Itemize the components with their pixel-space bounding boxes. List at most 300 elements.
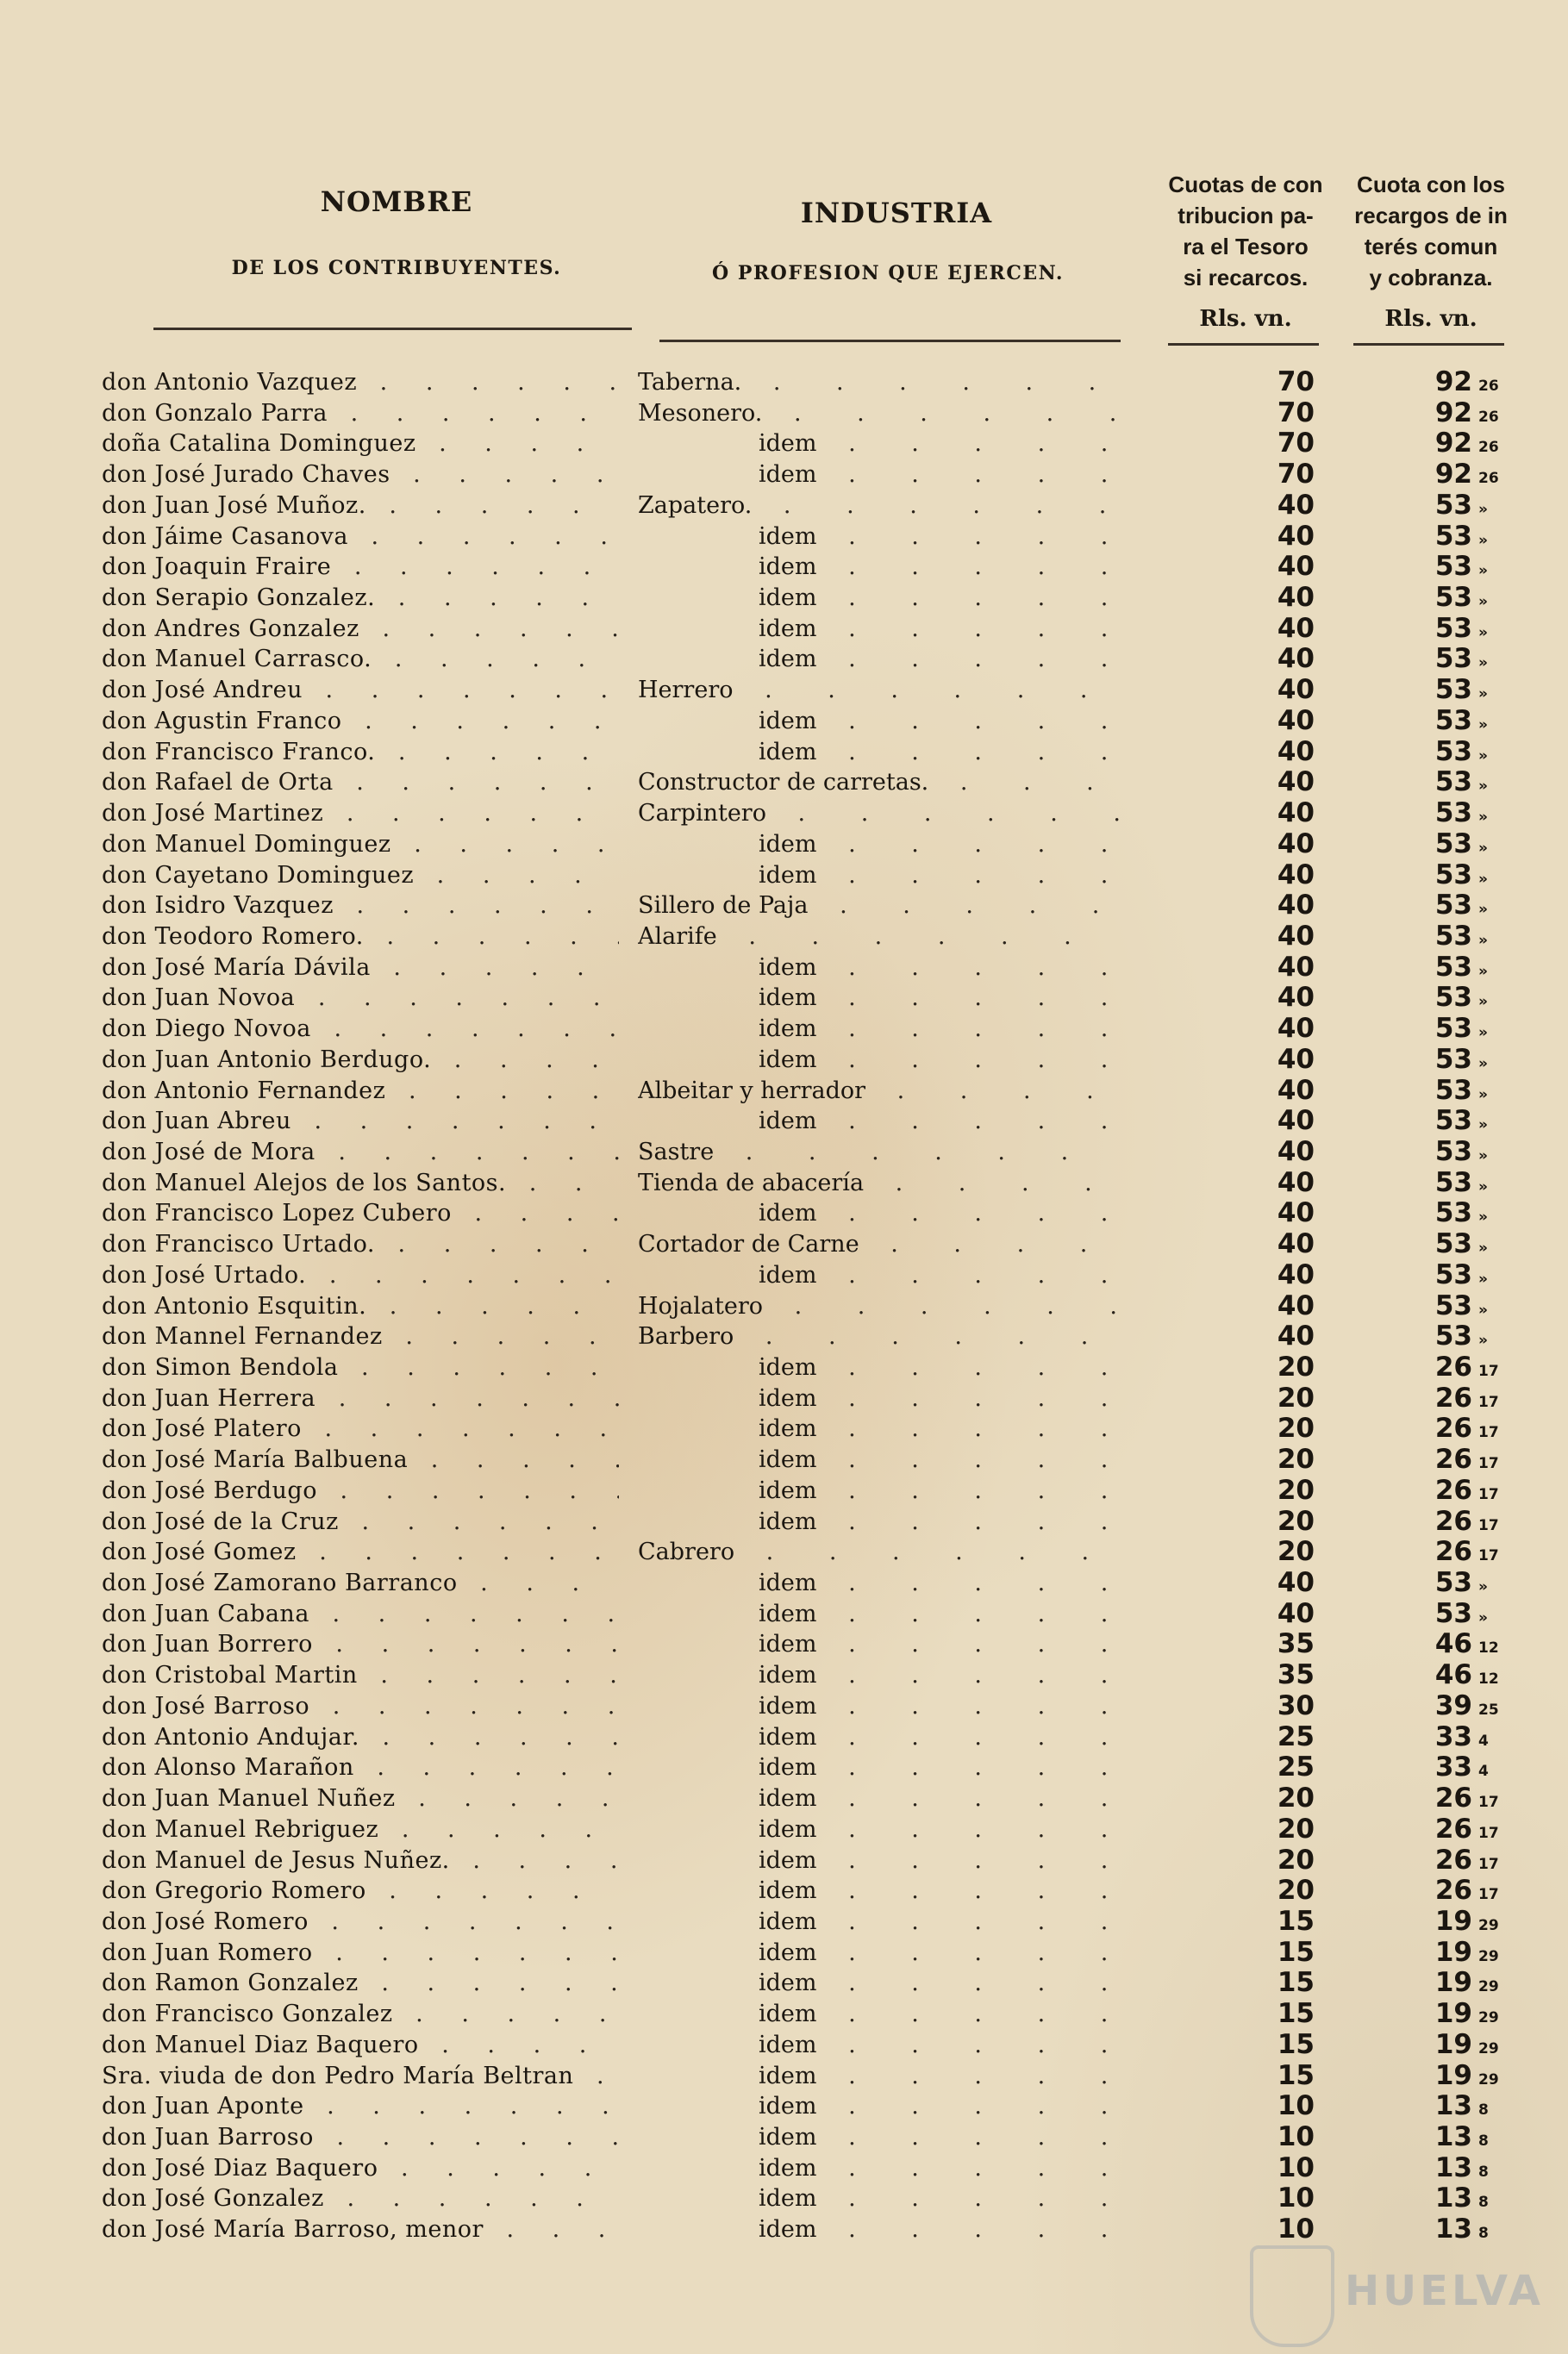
table-row [0,952,1568,983]
cuota-recargos-cents: » [1478,993,1488,1011]
contributor-name: don Agustin Franco . . . [102,708,619,734]
cuota-tesoro-value: 10 [1277,2120,1315,2152]
contributor-name: don Juan Romero . . . [102,1939,619,1966]
table-row [0,2214,1568,2245]
contributor-name: don Francisco Lopez Cubero . . . [102,1200,619,1227]
contributor-name-cell [102,490,619,521]
industry-cell [638,829,1121,859]
industry-text: Taberna. . . . [638,369,1121,396]
cuota-tesoro-value: 40 [1277,1228,1315,1260]
industry-text: idem . . . [638,1385,1121,1412]
cuota-recargos-value: 53 [1434,1197,1472,1229]
cuota-recargos-cents: 8 [1478,2163,1489,2181]
cuota-recargos-value: 53 [1434,797,1472,829]
contributor-name-cell [102,921,619,952]
contributor-name-cell [102,1445,619,1475]
contributor-name-cell [102,1907,619,1937]
cuota-tesoro-header-line: si recarcos. [1183,265,1309,290]
contributor-name: don Manuel Carrasco. . . . [102,646,619,672]
table-row [0,1568,1568,1599]
industry-cell [638,2061,1121,2091]
industry-text: idem . . . [638,862,1121,889]
cuota-recargos-cents: 17 [1478,1824,1499,1842]
cuota-recargos-cents: 29 [1478,1978,1499,1996]
cuota-tesoro-value: 20 [1277,1352,1315,1383]
industry-cell [638,521,1121,552]
cuota-recargos-value: 53 [1434,489,1472,521]
industry-text: idem . . . [638,1601,1121,1627]
industry-text: Cortador de Carne . . . [638,1231,1121,1258]
table-row [0,1198,1568,1229]
contributor-name-cell [102,1137,619,1167]
cuota-tesoro-value: 20 [1277,1413,1315,1445]
cuota-recargos-header-line: Cuota con los [1357,172,1505,197]
table-row [0,706,1568,737]
cuota-tesoro-value: 40 [1277,920,1315,952]
cuota-tesoro-value: 40 [1277,1105,1315,1137]
cuota-recargos-cents: » [1478,1116,1488,1134]
cuota-recargos-value: 19 [1434,1967,1472,1999]
cuota-recargos-value: 13 [1434,2090,1472,2122]
cuota-tesoro-value: 70 [1277,366,1315,397]
industry-text: idem . . . [638,1046,1121,1073]
industry-cell [638,1014,1121,1044]
cuota-tesoro-value: 40 [1277,551,1315,583]
cuota-tesoro-value: 40 [1277,797,1315,829]
contributor-name: don Juan Abreu . . . [102,1108,619,1134]
cuota-recargos-cents: 17 [1478,1516,1499,1534]
cuota-recargos-cents: 26 [1478,439,1499,457]
table-row [0,398,1568,429]
nombre-column-title: NOMBRE [320,185,473,218]
contributor-name: don Serapio Gonzalez. . . . [102,584,619,611]
contributor-name-cell [102,737,619,767]
industry-text: idem . . . [638,1693,1121,1720]
cuota-tesoro-value: 40 [1277,735,1315,767]
contributor-name: don José Zamorano Barranco . . . [102,1570,619,1596]
cuota-recargos-cents: » [1478,901,1488,919]
cuota-tesoro-value: 70 [1277,396,1315,428]
industry-text: Zapatero. . . . [638,492,1121,519]
cuota-recargos-value: 46 [1434,1628,1472,1660]
cuota-recargos-cents: 17 [1478,1393,1499,1411]
table-row [0,1537,1568,1568]
table-row [0,737,1568,768]
industry-cell [638,1876,1121,1906]
cuota-recargos-header [1340,169,1521,293]
table-row [0,2091,1568,2122]
industry-text: Albeitar y herrador . . . [638,1077,1121,1104]
contributor-name: don Isidro Vazquez . . . [102,892,619,919]
contributor-name: don José Berdugo . . . [102,1477,619,1504]
industry-cell [638,1198,1121,1228]
industry-text: Constructor de carretas. . . . [638,769,1121,796]
industry-text: idem . . . [638,1570,1121,1596]
table-row [0,767,1568,798]
cuota-recargos-cents: 25 [1478,1701,1499,1719]
contributor-name-cell [102,1476,619,1506]
cuota-tesoro-value: 15 [1277,2059,1315,2091]
table-row [0,552,1568,583]
industry-text: idem . . . [638,984,1121,1011]
cuota-recargos-value: 53 [1434,1567,1472,1599]
table-row [0,2122,1568,2153]
table-row [0,1352,1568,1383]
industry-text: idem . . . [638,1908,1121,1935]
contributor-name-cell [102,1722,619,1752]
cuota-recargos-header-line: terés comun [1364,234,1498,259]
contributor-name: don Juan José Muñoz. . . . [102,492,619,519]
contributor-name: don Diego Novoa . . . [102,1015,619,1042]
contributor-name: don José Martinez . . . [102,800,619,827]
industry-cell [638,921,1121,952]
industry-text: idem . . . [638,2093,1121,2120]
industry-text: idem . . . [638,2216,1121,2243]
industry-cell [638,1599,1121,1629]
contributor-name: don Jáime Casanova . . . [102,523,619,550]
industry-text: idem . . . [638,1015,1121,1042]
cuota-recargos-cents: » [1478,593,1488,611]
cuota-tesoro-header-line: ra el Tesoro [1183,234,1309,259]
cuota-recargos-value: 53 [1434,920,1472,952]
industry-text: idem . . . [638,1508,1121,1535]
cuota-recargos-value: 19 [1434,2059,1472,2091]
contributor-name-cell [102,1352,619,1383]
cuota-tesoro-value: 25 [1277,1720,1315,1752]
table-row [0,2061,1568,2092]
industry-text: idem . . . [638,1108,1121,1134]
cuota-tesoro-value: 30 [1277,1689,1315,1721]
contributor-name: don Cristobal Martin . . . [102,1662,619,1689]
industry-cell [638,1968,1121,1998]
table-row [0,1907,1568,1938]
cuota-recargos-cents: 17 [1478,1424,1499,1442]
contributor-name-cell [102,860,619,890]
contributor-name-cell [102,1660,619,1690]
cuota-recargos-value: 26 [1434,1505,1472,1537]
cuota-tesoro-value: 40 [1277,1135,1315,1167]
contributor-name-cell [102,367,619,397]
table-row [0,1106,1568,1137]
industry-cell [638,1507,1121,1537]
contributor-name-cell [102,2091,619,2121]
cuota-tesoro-unit: Rls. vn. [1199,306,1292,332]
industry-text: idem . . . [638,1200,1121,1227]
contributor-name: don Cayetano Dominguez . . . [102,862,619,889]
cuota-recargos-value: 26 [1434,1382,1472,1414]
contributor-name: don Antonio Esquitin. . . . [102,1293,619,1320]
contributor-name: don Rafael de Orta . . . [102,769,619,796]
cuota-recargos-value: 53 [1434,766,1472,798]
contributor-name-cell [102,1291,619,1321]
industry-cell [638,1321,1121,1352]
cuota-recargos-value: 19 [1434,1905,1472,1937]
contributor-name: don Juan Manuel Nuñez . . . [102,1785,619,1812]
cuota-recargos-cents: 26 [1478,470,1499,488]
cuota-tesoro-value: 25 [1277,1751,1315,1783]
contributor-name-cell [102,1968,619,1998]
table-row [0,675,1568,706]
industry-text: idem . . . [638,1816,1121,1843]
contributor-name: don José Romero . . . [102,1908,619,1935]
industry-cell [638,1383,1121,1414]
contributor-name-cell [102,398,619,428]
table-row [0,1014,1568,1045]
cuota-recargos-header-line: recargos de in [1354,203,1508,228]
contributor-name: don Manuel de Jesus Nuñez. . . . [102,1847,619,1874]
table-row [0,1660,1568,1691]
industry-text: idem . . . [638,1662,1121,1689]
contributor-name: don Manuel Rebriguez . . . [102,1816,619,1843]
cuota-recargos-value: 53 [1434,1289,1472,1321]
cuota-tesoro-value: 35 [1277,1628,1315,1660]
industria-column-subtitle: Ó PROFESION QUE EJERCEN. [712,262,1064,284]
contributor-name-cell [102,1845,619,1876]
contributor-name-cell [102,1168,619,1198]
table-row [0,1968,1568,1999]
contributor-name: don Mannel Fernandez . . . [102,1323,619,1350]
contributor-name: don Juan Aponte . . . [102,2093,619,2120]
industry-cell [638,1137,1121,1167]
table-row [0,1691,1568,1722]
industry-text: Tienda de abacería . . . [638,1170,1121,1196]
cuota-tesoro-value: 20 [1277,1444,1315,1476]
cuota-tesoro-value: 40 [1277,766,1315,798]
contributor-name-cell [102,1507,619,1537]
industry-cell [638,1660,1121,1690]
table-row [0,1291,1568,1322]
cuota-recargos-value: 13 [1434,2214,1472,2245]
table-row [0,1876,1568,1907]
contributor-name-cell [102,1999,619,2029]
industry-cell [638,1076,1121,1106]
industry-cell [638,2214,1121,2245]
cuota-recargos-value: 53 [1434,1013,1472,1045]
cuota-recargos-value: 19 [1434,2028,1472,2060]
industry-cell [638,1106,1121,1136]
cuota-recargos-cents: » [1478,654,1488,672]
cuota-tesoro-value: 40 [1277,1567,1315,1599]
industry-text: idem . . . [638,739,1121,765]
cuota-recargos-cents: » [1478,1146,1488,1165]
cuota-recargos-value: 39 [1434,1689,1472,1721]
industry-text: Cabrero . . . [638,1539,1121,1565]
table-row [0,1722,1568,1753]
cuota-tesoro-value: 40 [1277,1258,1315,1290]
contributor-name-cell [102,2061,619,2091]
table-row [0,1414,1568,1445]
table-row [0,1321,1568,1352]
contributor-name: Sra. viuda de don Pedro María Beltran . . . [102,2063,619,2089]
industry-text: Sillero de Paja . . . [638,892,1121,919]
industria-column-title: INDUSTRIA [800,197,993,229]
cuota-recargos-value: 53 [1434,551,1472,583]
table-row [0,521,1568,553]
contributor-name: don José Gonzalez . . . [102,2185,619,2212]
cuota-recargos-value: 92 [1434,366,1472,397]
cuota-tesoro-value: 40 [1277,1043,1315,1075]
cuota-recargos-cents: 12 [1478,1639,1499,1658]
cuota-recargos-cents: 12 [1478,1670,1499,1689]
cuota-tesoro-value: 40 [1277,859,1315,890]
table-row [0,983,1568,1014]
cuota-tesoro-value: 10 [1277,2090,1315,2122]
contributor-name-cell [102,1383,619,1414]
contributor-name: don Manuel Alejos de los Santos. . . . [102,1170,619,1196]
cuota-tesoro-value: 40 [1277,1074,1315,1106]
cuota-recargos-cents: 17 [1478,1547,1499,1565]
cuota-recargos-cents: » [1478,1332,1488,1350]
industry-text: idem . . . [638,430,1121,457]
contributor-name-cell [102,1260,619,1290]
industry-text: idem . . . [638,2063,1121,2089]
cuota-recargos-value: 53 [1434,1043,1472,1075]
contributor-name: don Antonio Vazquez . . . [102,369,619,396]
cuota-tesoro-value: 40 [1277,612,1315,644]
contributor-name: don Alonso Marañon . . . [102,1754,619,1781]
industry-text: Herrero . . . [638,677,1121,703]
industry-cell [638,1229,1121,1259]
contributor-name-cell [102,1568,619,1598]
cuota-recargos-value: 13 [1434,2151,1472,2183]
industry-cell [638,737,1121,767]
industry-cell [638,1814,1121,1845]
table-row [0,890,1568,921]
cuota-recargos-cents: 17 [1478,1363,1499,1380]
table-row [0,1507,1568,1538]
contributor-name: don Manuel Diaz Baquero . . . [102,2032,619,2058]
contributor-name-cell [102,552,619,582]
industry-cell [638,2153,1121,2183]
contributor-name-cell [102,767,619,797]
cuota-recargos-cents: » [1478,931,1488,949]
table-row [0,1137,1568,1168]
contributor-name-cell [102,1752,619,1783]
contributor-name: don Antonio Andujar. . . . [102,1724,619,1751]
cuota-tesoro-header-line: tribucion pa- [1178,203,1314,228]
cuota-recargos-value: 53 [1434,1105,1472,1137]
cuota-tesoro-value: 10 [1277,2182,1315,2214]
table-row [0,1168,1568,1199]
industry-text: Carpintero . . . [638,800,1121,827]
cuota-recargos-value: 92 [1434,396,1472,428]
industry-cell [638,983,1121,1013]
industry-text: idem . . . [638,1785,1121,1812]
cuota-recargos-cents: 29 [1478,1916,1499,1934]
contributor-name: don José Diaz Baquero . . . [102,2155,619,2182]
industry-text: idem . . . [638,2185,1121,2212]
contributor-name: don José María Barroso, menor . . . [102,2216,619,2243]
contributor-name: don Francisco Franco. . . . [102,739,619,765]
industry-cell [638,2091,1121,2121]
cuota-tesoro-value: 40 [1277,1321,1315,1352]
contributor-name: don Juan Barroso . . . [102,2124,619,2151]
cuota-recargos-cents: » [1478,500,1488,518]
industry-cell [638,1168,1121,1198]
contributor-name-cell [102,1938,619,1968]
cuota-recargos-value: 53 [1434,951,1472,983]
cuota-recargos-cents: » [1478,870,1488,888]
industry-cell [638,767,1121,797]
contributor-name: don José Jurado Chaves . . . [102,461,619,488]
cuota-recargos-cents: » [1478,1239,1488,1258]
industry-cell [638,1291,1121,1321]
cuota-tesoro-value: 20 [1277,1505,1315,1537]
cuota-recargos-cents: » [1478,962,1488,980]
table-row [0,1476,1568,1507]
industry-text: idem . . . [638,461,1121,488]
cuota-recargos-value: 53 [1434,704,1472,736]
table-row [0,1383,1568,1414]
cuota-recargos-value: 26 [1434,1813,1472,1845]
contributors-table [0,367,1568,2245]
industry-text: idem . . . [638,2155,1121,2182]
contributor-name: don Juan Antonio Berdugo. . . . [102,1046,619,1073]
table-row [0,921,1568,952]
table-row [0,459,1568,490]
contributor-name-cell [102,1691,619,1721]
industry-text: idem . . . [638,1847,1121,1874]
cuota-recargos-cents: 29 [1478,2070,1499,2089]
industry-text: Sastre . . . [638,1139,1121,1165]
cuota-recargos-value: 53 [1434,1228,1472,1260]
industry-cell [638,644,1121,674]
industry-cell [638,1752,1121,1783]
table-row [0,490,1568,521]
table-row [0,1629,1568,1660]
archive-seal-icon [1250,2245,1334,2347]
table-row [0,1445,1568,1476]
header-rule [659,340,1121,342]
cuota-tesoro-value: 20 [1277,1813,1315,1845]
industry-text: idem . . . [638,831,1121,858]
contributor-name-cell [102,1876,619,1906]
contributor-name: don José María Balbuena . . . [102,1446,619,1473]
cuota-tesoro-header-line: Cuotas de con [1168,172,1323,197]
cuota-recargos-value: 53 [1434,859,1472,890]
contributor-name: don José Platero . . . [102,1415,619,1442]
contributor-name-cell [102,583,619,613]
cuota-tesoro-value: 40 [1277,890,1315,921]
contributor-name: don Teodoro Romero. . . . [102,923,619,950]
contributor-name: don José Barroso . . . [102,1693,619,1720]
table-row [0,1783,1568,1814]
contributor-name-cell [102,1814,619,1845]
cuota-tesoro-value: 40 [1277,582,1315,614]
cuota-tesoro-value: 70 [1277,459,1315,490]
cuota-recargos-value: 53 [1434,520,1472,552]
contributor-name-cell [102,2183,619,2214]
contributor-name-cell [102,829,619,859]
industry-text: idem . . . [638,615,1121,642]
industry-text: idem . . . [638,708,1121,734]
cuota-tesoro-value: 20 [1277,1783,1315,1814]
cuota-recargos-cents: 17 [1478,1855,1499,1873]
industry-cell [638,2122,1121,2152]
cuota-tesoro-value: 15 [1277,1905,1315,1937]
contributor-name-cell [102,2030,619,2060]
cuota-tesoro-value: 10 [1277,2151,1315,2183]
contributor-name-cell [102,459,619,490]
header-rule [153,328,632,330]
cuota-recargos-value: 53 [1434,582,1472,614]
contributor-name-cell [102,952,619,983]
industry-text: idem . . . [638,1477,1121,1504]
table-row [0,1999,1568,2030]
cuota-tesoro-value: 40 [1277,1013,1315,1045]
industry-cell [638,706,1121,736]
cuota-tesoro-value: 15 [1277,1967,1315,1999]
